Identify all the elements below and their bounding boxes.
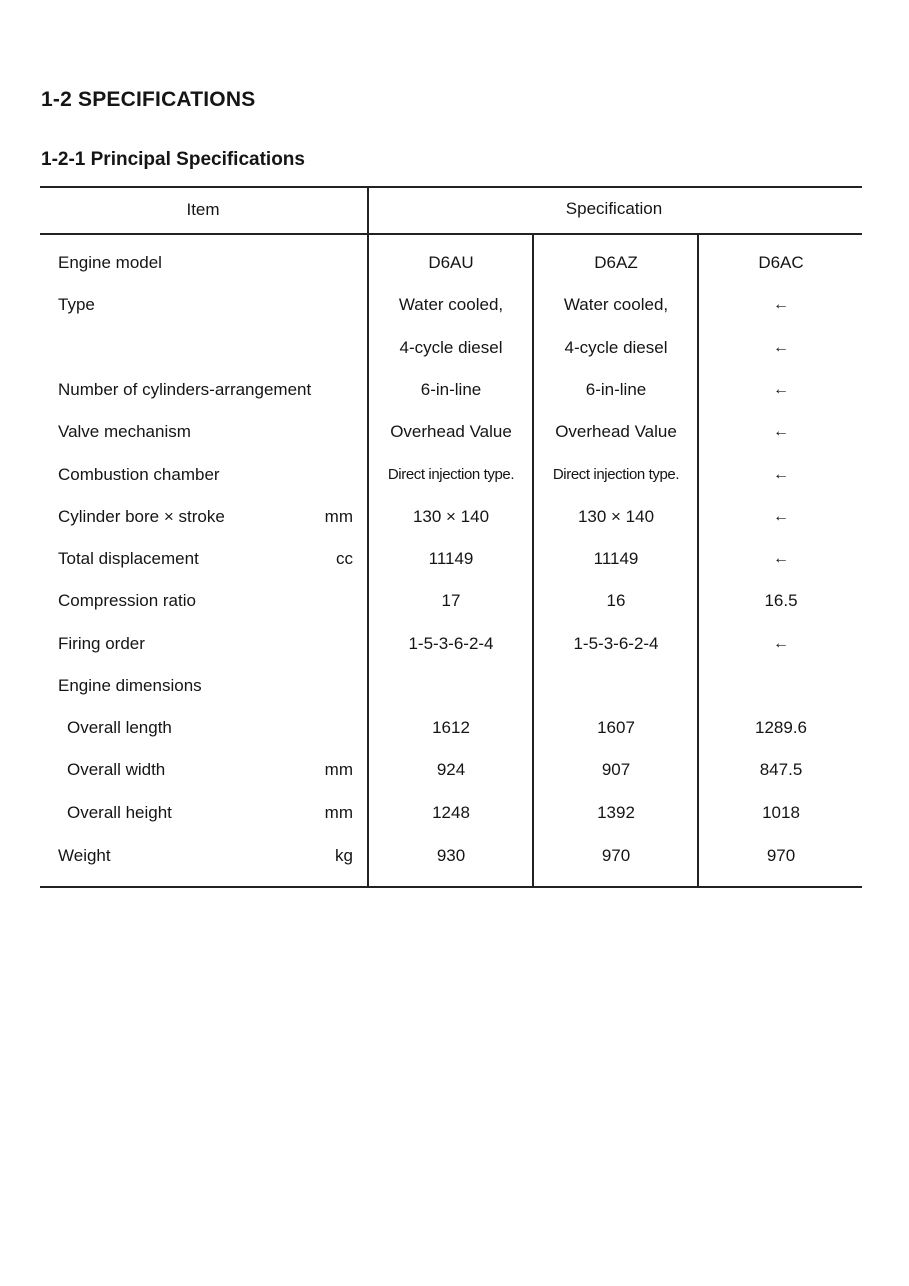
- row-value-d6ac: ←: [773, 339, 789, 356]
- row-label: Combustion chamber: [58, 465, 220, 484]
- row-value-d6ac: 970: [766, 846, 796, 865]
- row-value-d6ac: 847.5: [759, 760, 803, 779]
- row-value-d6az: 1607: [597, 718, 635, 737]
- row-value-d6az: 130 × 140: [577, 507, 655, 526]
- item-column-header: Item: [186, 200, 220, 219]
- row-label: Cylinder bore × stroke: [58, 507, 225, 526]
- row-label: Engine dimensions: [58, 676, 202, 695]
- row-value-d6au: Overhead Value: [390, 422, 512, 441]
- row-value-d6au: 1248: [432, 803, 470, 822]
- row-label: Engine model: [58, 253, 162, 272]
- section-heading: 1-2-1 Principal Specifications: [41, 149, 305, 170]
- row-value-d6ac: ←: [773, 466, 789, 483]
- row-value-d6az: D6AZ: [594, 253, 638, 272]
- specification-column-header: Specification: [565, 199, 663, 218]
- row-value-d6au: Direct injection type.: [387, 466, 515, 483]
- row-label: Compression ratio: [58, 591, 196, 610]
- row-value-d6ac: ←: [773, 296, 789, 313]
- row-unit: mm: [324, 803, 353, 822]
- row-value-d6az: 6-in-line: [585, 380, 647, 399]
- row-label: Overall height: [67, 803, 172, 822]
- column-divider-d6au: [532, 233, 534, 887]
- row-value-d6ac: 1289.6: [755, 718, 807, 737]
- row-value-d6ac: ←: [773, 381, 789, 398]
- row-value-d6ac: ←: [773, 550, 789, 567]
- row-value-d6au: 1612: [432, 718, 470, 737]
- row-unit: kg: [335, 846, 353, 865]
- table-header-rule: [40, 233, 862, 235]
- table-top-rule: [40, 186, 862, 188]
- row-value-d6ac: 1018: [762, 803, 800, 822]
- row-value-d6ac: 16.5: [764, 591, 798, 610]
- row-label: Total displacement: [58, 549, 199, 568]
- row-unit: cc: [336, 549, 353, 568]
- table-bottom-rule: [40, 886, 862, 888]
- row-value-d6az: 4-cycle diesel: [564, 338, 668, 357]
- row-value-d6au: 924: [436, 760, 466, 779]
- column-divider-item: [367, 186, 369, 887]
- row-value-d6au: 17: [441, 591, 461, 610]
- row-value-d6au: 4-cycle diesel: [399, 338, 503, 357]
- row-label: Type: [58, 295, 95, 314]
- row-value-d6az: Water cooled,: [563, 295, 669, 314]
- column-divider-d6az: [697, 233, 699, 887]
- row-value-d6au: Water cooled,: [398, 295, 504, 314]
- row-value-d6ac: ←: [773, 423, 789, 440]
- row-unit: mm: [324, 760, 353, 779]
- row-label: Weight: [58, 846, 111, 865]
- row-value-d6az: Overhead Value: [555, 422, 677, 441]
- row-value-d6az: 907: [601, 760, 631, 779]
- row-label: Number of cylinders-arrangement: [58, 380, 312, 399]
- row-value-d6au: 1-5-3-6-2-4: [408, 634, 494, 653]
- row-value-d6au: D6AU: [428, 253, 474, 272]
- row-value-d6au: 11149: [428, 549, 474, 568]
- row-value-d6az: 1-5-3-6-2-4: [573, 634, 659, 653]
- row-value-d6az: 970: [601, 846, 631, 865]
- row-label: Firing order: [58, 634, 145, 653]
- row-value-d6au: 6-in-line: [420, 380, 482, 399]
- row-value-d6au: 930: [436, 846, 466, 865]
- row-label: Valve mechanism: [58, 422, 191, 441]
- row-value-d6ac: D6AC: [758, 253, 804, 272]
- row-value-d6ac: ←: [773, 635, 789, 652]
- row-value-d6ac: ←: [773, 508, 789, 525]
- row-value-d6az: 16: [606, 591, 626, 610]
- row-unit: mm: [324, 507, 353, 526]
- page-heading: 1-2 SPECIFICATIONS: [41, 88, 256, 111]
- row-value-d6az: 11149: [593, 549, 639, 568]
- row-value-d6az: Direct injection type.: [552, 466, 680, 483]
- row-label: Overall length: [67, 718, 172, 737]
- row-value-d6au: 130 × 140: [412, 507, 490, 526]
- row-value-d6az: 1392: [597, 803, 635, 822]
- row-label: Overall width: [67, 760, 166, 779]
